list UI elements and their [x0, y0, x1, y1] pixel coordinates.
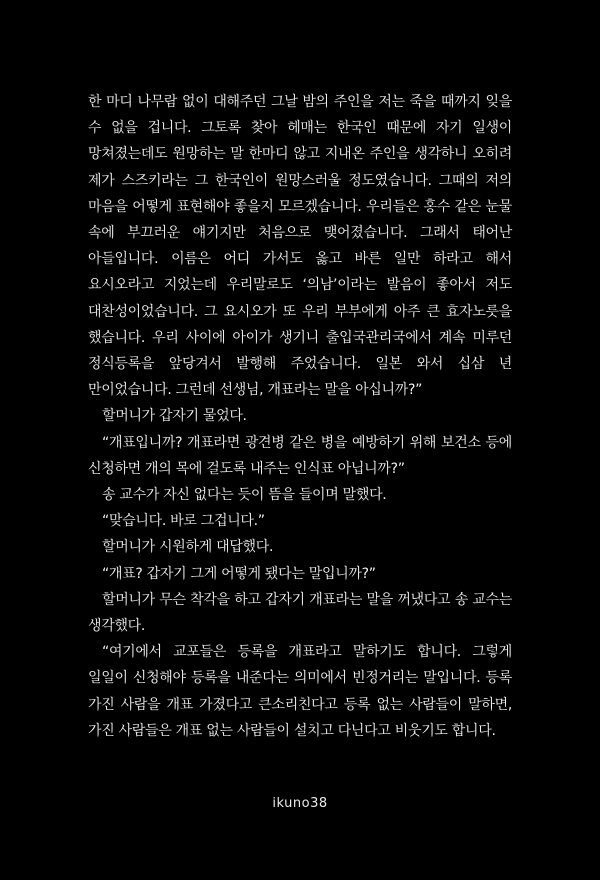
paragraph-4: 송 교수가 자신 없다는 듯이 뜸을 들이며 말했다. [102, 487, 387, 504]
paragraph-1: 한 마디 나무람 없이 대해주던 그날 밤의 주인을 저는 죽을 때까지 잊을 수 없을 겁니다. 그토록 찾아 헤매는 한국인 때문에 자기 일생이 망쳐졌는데도 원망하는 말 한마디 않고 지내온 주인을 생각하니 오히려 제가 스즈키라는 그 한국인이 원망스러울 정도였습니다. 그때의 저의 마음을 어떻게 표현해야 좋을지 모르겠습니다. 우리들은 홍수 같은 눈물 속에 부끄러운 얘기지만 처음으로 맺어졌습니다. 그래서 태어난 아들입니다. 이름은 어디 가서도 옳고 바른 일만 하라고 해서 요시오라고 지었는데 우리말로도 ‘의남’이라는 발음이 좋아서 저도 대찬성이었습니다. 그 요시오가 또 우리 부부에게 아주 큰 효자노릇을 했습니다. 우리 사이에 아이가 생기니 출입국관리국에서 계속 미루던 정식등록을 앞당겨서 발행해 주었습니다. 일본 와서 십삼 년 만이었습니다. 그런데 선생님, 개표라는 말을 아십니까?” [88, 94, 512, 399]
paragraph-5: “맞습니다. 바로 그겁니다.” [102, 513, 265, 530]
paragraph-7: “개표? 갑자기 그게 어떻게 됐다는 말입니까?” [102, 565, 376, 582]
paragraph-2: 할머니가 갑자기 물었다. [102, 408, 247, 425]
paragraph-6: 할머니가 시원하게 대답했다. [102, 539, 274, 556]
paragraph-3: “개표입니까? 개표라면 광견병 같은 병을 예방하기 위해 보건소 등에 신청하면 개의 목에 걸도록 내주는 인식표 아닙니까?” [88, 434, 512, 477]
paragraph-8: 할머니가 무슨 착각을 하고 갑자기 개표라는 말을 꺼냈다고 송 교수는 생각했다. [88, 591, 512, 635]
paragraph-9: “여기에서 교포들은 등록을 개표라고 말하기도 합니다. 그렇게 일일이 신청해야 등록을 내준다는 의미에서 빈정거리는 말입니다. 등록 가진 사람을 개표 가졌다고 큰소리친다고 등록 없는 사람들이 말하면, 가진 사람들은 개표 없는 사람들이 설치고 다닌다고 비웃기도 합니다. [88, 644, 512, 739]
body-text [88, 89, 512, 744]
watermark: ikuno38 [272, 796, 328, 811]
